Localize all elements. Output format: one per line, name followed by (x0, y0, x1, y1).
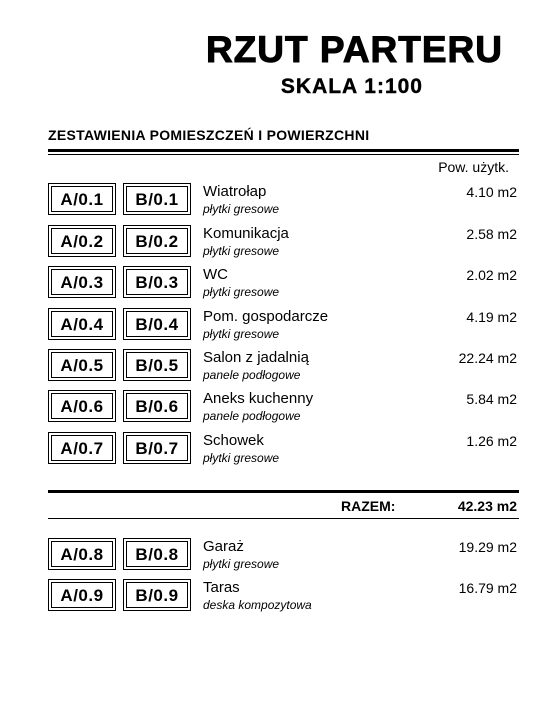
table-row (48, 349, 517, 389)
room-area: 2.58 m2 (466, 226, 517, 242)
area-column-header: Pow. użytk. (438, 159, 509, 175)
room-name: Komunikacja (203, 225, 289, 242)
table-row (48, 266, 517, 306)
room-code-a: A/0.9 (48, 579, 116, 611)
table-row (48, 579, 517, 619)
room-finish: płytki gresowe (203, 202, 280, 216)
room-finish: płytki gresowe (203, 451, 280, 465)
room-code-a: A/0.1 (48, 183, 116, 215)
room-code-a: A/0.6 (48, 390, 116, 422)
table-row (48, 390, 517, 430)
room-finish: panele podłogowe (203, 409, 301, 423)
room-code-b: B/0.1 (123, 183, 191, 215)
room-finish: płytki gresowe (203, 557, 280, 571)
room-name: WC (203, 266, 228, 283)
room-code-a: A/0.7 (48, 432, 116, 464)
room-area: 2.02 m2 (466, 267, 517, 283)
room-area: 19.29 m2 (458, 539, 517, 555)
room-code-a: A/0.2 (48, 225, 116, 257)
room-code-b: B/0.5 (123, 349, 191, 381)
room-finish: płytki gresowe (203, 244, 280, 258)
total-rule-thick (48, 490, 519, 493)
room-code-a: A/0.3 (48, 266, 116, 298)
room-area: 5.84 m2 (466, 391, 517, 407)
room-name: Schowek (203, 432, 264, 449)
room-area: 4.19 m2 (466, 309, 517, 325)
room-code-b: B/0.6 (123, 390, 191, 422)
total-value: 42.23 m2 (457, 498, 517, 514)
room-code-b: B/0.9 (123, 579, 191, 611)
room-area: 16.79 m2 (458, 580, 517, 596)
table-row (48, 432, 517, 472)
room-area: 22.24 m2 (458, 350, 517, 366)
room-code-b: B/0.4 (123, 308, 191, 340)
table-row (48, 183, 517, 223)
header-rule-thick (48, 149, 519, 152)
room-finish: panele podłogowe (203, 368, 301, 382)
room-finish: płytki gresowe (203, 285, 280, 299)
room-name: Wiatrołap (203, 183, 267, 200)
table-row (48, 225, 517, 265)
room-area: 4.10 m2 (466, 184, 517, 200)
room-name: Salon z jadalnią (203, 349, 309, 366)
room-name: Pom. gospodarcze (203, 308, 329, 325)
total-label: RAZEM: (341, 498, 396, 514)
room-code-b: B/0.8 (123, 538, 191, 570)
room-finish: płytki gresowe (203, 327, 280, 341)
table-row (48, 308, 517, 348)
room-code-a: A/0.8 (48, 538, 116, 570)
header-rule-thin (48, 154, 519, 155)
room-code-a: A/0.5 (48, 349, 116, 381)
room-code-b: B/0.3 (123, 266, 191, 298)
room-code-b: B/0.7 (123, 432, 191, 464)
section-title: ZESTAWIENIA POMIESZCZEŃ I POWIERZCHNI (48, 127, 370, 143)
table-row (48, 538, 517, 578)
room-name: Taras (203, 579, 240, 596)
drawing-scale: SKALA 1:100 (280, 75, 423, 98)
drawing-title: RZUT PARTERU (205, 29, 503, 70)
total-rule-thin (48, 518, 519, 519)
room-finish: deska kompozytowa (203, 598, 312, 612)
room-code-a: A/0.4 (48, 308, 116, 340)
room-code-b: B/0.2 (123, 225, 191, 257)
room-area: 1.26 m2 (466, 433, 517, 449)
room-name: Garaż (203, 538, 244, 555)
room-name: Aneks kuchenny (203, 390, 314, 407)
